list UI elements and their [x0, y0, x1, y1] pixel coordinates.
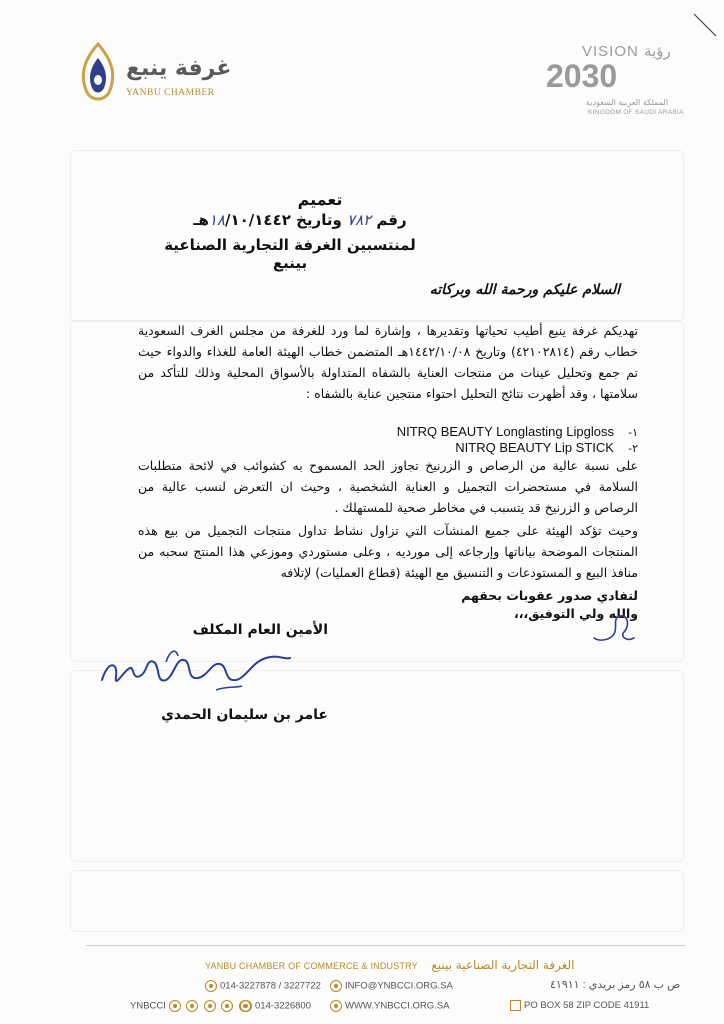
ref-number-handwritten: ٧٨٢ [347, 211, 372, 229]
footer-email [330, 980, 453, 992]
closing-salutation: والله ولي التوفيق،،، [514, 606, 638, 621]
snapchat-icon[interactable] [221, 1000, 233, 1012]
footer-pobox-en-text: PO BOX 58 ZIP CODE 41911 [524, 1000, 650, 1012]
phone-icon [205, 980, 217, 992]
footer-pobox-ar-text: ص ب ٥٨ رمز بريدي : ٤١٩١١ [550, 979, 681, 991]
closing-line: لتفادي صدور عقوبات بحقهم [461, 588, 638, 603]
footer-chamber-ar: الغرفة التجارية الصناعية بينبع [431, 958, 575, 972]
list-item [218, 424, 638, 440]
paragraph-1: تهديكم غرفة ينبع أطيب تحياتها وتقديرها ، وإشارة لما ورد للغرفة من مجلس الغرف السعودية خطاب رقم (٤٢١٠٢٨١٤) وتاريخ ١٤٤٢/١٠/٠٨هـ المتضمن خطاب الهيئة العامة للغذاء والدواء حيث تم جمع وتحليل عينات من منتجات العناية بالشفاه المتداولة بالأسواق المحلية وذلك للتأكد من سلامتها ، وقد أظهرت نتائج التحليل احتواء منتجين عناية بالشفاه : [138, 323, 638, 401]
logo-arabic-text: غرفة ينبع [126, 56, 232, 81]
recipient-line: لمنتسبين الغرفة التجارية الصناعية بينبع [164, 236, 416, 272]
vision-label: VISION رؤية [582, 43, 671, 60]
footer-social-handle: YNBCCI [130, 1000, 166, 1012]
ref-date-rest: /١٠/١٤٤٢هـ [193, 211, 291, 229]
footer-social [130, 1000, 254, 1012]
logo-english-text: YANBU CHAMBER [126, 88, 215, 98]
vision-2030-logo [538, 40, 688, 120]
footer-website [330, 1000, 450, 1012]
paragraph-2: على نسبة عالية من الرصاص و الزرنيخ تجاوز الحد المسموح به كشوائب في لائحة متطلبات السلامة في مستحضرات التجميل و العناية الشخصية ، وحيث ان التعرض لنسب عالية من الرصاص و الزرنيخ قد يتسبب في مخاطر صحية للمستهلك . [138, 458, 638, 515]
footer-divider [86, 945, 686, 946]
vision-english-caption: KINGDOM OF SAUDI ARABIA [588, 109, 684, 116]
chamber-logo [74, 40, 244, 112]
footer-pobox-en [510, 1000, 649, 1011]
footer-website-text: WWW.YNBCCI.ORG.SA [345, 1000, 450, 1012]
bleed-through-frame [70, 870, 684, 932]
signatory-title: الأمين العام المكلف [192, 622, 328, 638]
footer-phone-2 [240, 1000, 311, 1012]
paragraph-3: وحيث تؤكد الهيئة على جميع المنشآت التي تزاول نشاط تداول منتجات التجميل من بيع هذه المنتجات الموضحة بياناتها وإرجاعه إلى مورديه ، وعلى مستوردي وموزعي هذا المنتج سحبه من منافذ البيع و المستودعات و التنسيق مع الهيئة (قطاع العمليات) لإتلافه [138, 523, 638, 580]
vision-arabic-caption: المملكة العربية السعودية [586, 98, 669, 107]
signatory-name: عامر بن سليمان الحمدي [161, 707, 328, 723]
list-item-number: ٢- [628, 442, 638, 455]
globe-icon [330, 1000, 342, 1012]
footer-pobox-ar [550, 978, 680, 991]
reference-line [180, 211, 420, 229]
mailbox-icon [510, 1000, 521, 1011]
handwritten-initial [590, 608, 640, 648]
list-item [218, 440, 638, 456]
email-icon [330, 980, 342, 992]
footer-row-1 [205, 980, 321, 992]
ref-day-handwritten: ١٨ [208, 211, 225, 229]
footer-phone-1: 014-3227878 / 3227722 [220, 980, 321, 992]
list-item-number: ١- [628, 426, 638, 439]
ref-prefix: رقم [376, 211, 407, 229]
footer-email-text: INFO@YNBCCI.ORG.SA [345, 980, 453, 992]
greeting: السلام عليكم ورحمة الله وبركاته [429, 282, 620, 298]
corner-fold-mark [690, 10, 720, 40]
instagram-icon[interactable] [204, 1000, 216, 1012]
list-item-text: NITRQ BEAUTY Lip STICK [455, 440, 614, 455]
facebook-icon[interactable] [169, 1000, 181, 1012]
list-item-text: NITRQ BEAUTY Longlasting Lipgloss [396, 424, 614, 439]
footer-chamber-en: YANBU CHAMBER OF COMMERCE & INDUSTRY [205, 961, 418, 971]
twitter-icon[interactable] [186, 1000, 198, 1012]
vision-year: 2030 [546, 58, 618, 94]
fax-icon [240, 1000, 252, 1012]
ref-mid: وتاريخ [296, 211, 342, 229]
flame-logo-icon [74, 40, 122, 112]
handwritten-signature [96, 640, 296, 706]
letter-title: تعميم [297, 190, 343, 209]
footer-chamber-name [205, 958, 685, 972]
footer-phone-2-text: 014-3226800 [255, 1000, 311, 1012]
